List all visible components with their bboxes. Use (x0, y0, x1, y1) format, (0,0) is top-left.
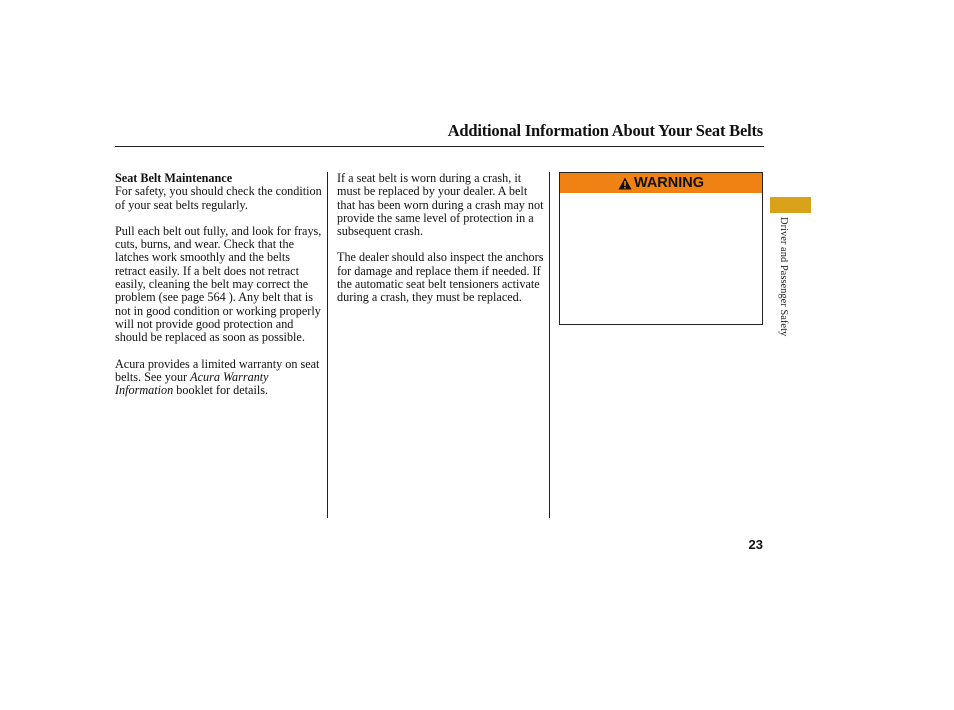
middle-column (337, 172, 545, 305)
warranty-booklet-title: Acura Warranty Information (115, 369, 269, 398)
warning-triangle-icon (618, 177, 632, 190)
section-tab (770, 197, 811, 213)
paragraph-gap (115, 212, 323, 225)
page-title: Additional Information About Your Seat Belts (447, 121, 763, 140)
paragraph-replace: If a seat belt is worn during a crash, it must be replaced by your dealer. A belt that has been worn during a crash may not provide the same level of protection in a subsequent crash. (337, 171, 544, 239)
page-number: 23 (748, 537, 763, 552)
warning-header (560, 173, 762, 193)
section-heading: Seat Belt Maintenance (115, 171, 233, 185)
paragraph-check: For safety, you should check the condition of your seat belts regularly. (115, 184, 322, 212)
left-column (115, 172, 323, 397)
warning-box (559, 172, 763, 325)
warranty-text-start: Acura provides a limited warranty on seat belts. See your (115, 356, 320, 384)
warning-label: WARNING (633, 175, 705, 191)
title-rule (115, 146, 764, 147)
section-side-label: Driver and Passenger Safety (778, 217, 789, 337)
paragraph-dealer: The dealer should also inspect the anchors for damage and replace them if needed. If the automatic seat belt tensioners activate during a crash, they must be replaced. (337, 250, 544, 305)
paragraph-warranty (115, 358, 323, 398)
column-divider (549, 172, 550, 518)
warranty-text-end: booklet for details. (176, 383, 269, 398)
paragraph-inspect: Pull each belt out fully, and look for frays, cuts, burns, and wear. Check that the latches work smoothly and the belts retract easily. If a belt does not retract easily, cleaning the belt may correct the problem (see page 564 ). Any belt that is not in good condition or working properly will not provide good protection and should be replaced as soon as possible. (115, 223, 322, 345)
column-divider (327, 172, 328, 518)
